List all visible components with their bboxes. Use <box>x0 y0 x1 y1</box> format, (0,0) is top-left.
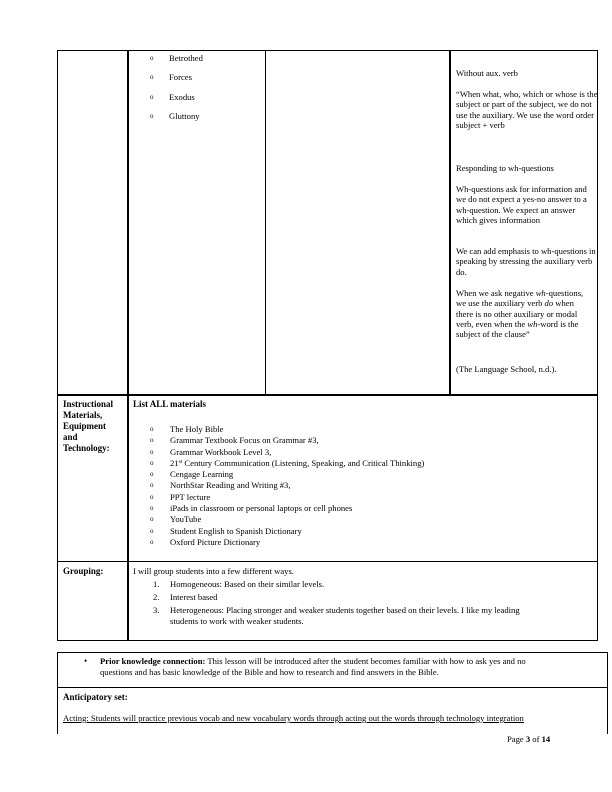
vocab-item: Betrothed <box>169 53 203 63</box>
list-bullet: o <box>150 436 154 445</box>
anticipatory-set-label: Anticipatory set: <box>63 692 128 702</box>
vocab-item: Exodus <box>169 92 195 102</box>
table-border-left <box>57 394 58 641</box>
list-bullet: o <box>150 537 154 546</box>
prior-knowledge-line1: Prior knowledge connection: This lesson will be introduced after the student becomes familiar with how to ask yes and no <box>100 656 526 666</box>
grouping-item: Heterogeneous: Placing stronger and weaker students together based on their levels. I like my leading <box>170 605 520 615</box>
table-row-divider-1 <box>57 394 598 396</box>
note-heading: Responding to wh-questions <box>456 163 554 173</box>
grouping-item: Interest based <box>170 592 218 602</box>
note-heading: Without aux. verb <box>456 68 518 78</box>
list-bullet: o <box>150 526 154 535</box>
grouping-intro: I will group students into a few different ways. <box>133 566 294 576</box>
grouping-item-number: 3. <box>153 605 160 615</box>
table-border-right <box>597 50 598 641</box>
anticipatory-set-text: Acting: Students will practice previous vocab and new vocabulary words through acting out the words through technology integration <box>63 713 524 723</box>
page-number: Page 3 of 14 <box>507 734 551 744</box>
materials-label: Instructional Materials, Equipment and Technology: <box>63 399 114 453</box>
vocab-item: Forces <box>169 72 192 82</box>
list-bullet: o <box>150 54 154 62</box>
list-bullet: o <box>150 447 154 456</box>
grouping-item-continued: students to work with weaker students. <box>170 616 304 626</box>
list-bullet: o <box>150 504 154 513</box>
materials-heading: List ALL materials <box>133 399 207 409</box>
table-border-left <box>57 652 58 734</box>
note-paragraph: Wh-questions ask for information and we do not expect a yes-no answer to a wh-question. We expect an answer which gives information <box>456 184 587 225</box>
note-paragraph: When we ask negative wh-questions, we use the auxiliary verb do when there is no other auxiliary or modal verb, even when the wh-word is the subject of the clause” <box>456 288 584 340</box>
table-border-top <box>57 50 598 51</box>
table-divider-col3 <box>449 50 451 395</box>
note-paragraph: “When what, who, which or whose is the subject or part of the subject, we do not use the auxiliary. We use the word order subject + verb <box>456 89 598 130</box>
list-bullet: o <box>150 458 154 467</box>
list-bullet: o <box>150 481 154 490</box>
list-bullet: o <box>150 112 154 120</box>
grouping-item-number: 1. <box>153 579 160 589</box>
grouping-item: Homogeneous: Based on their similar levels. <box>170 579 325 589</box>
note-paragraph: We can add emphasis to wh-questions in speaking by stressing the auxiliary verb do. <box>456 246 596 277</box>
list-bullet: o <box>150 470 154 479</box>
list-bullet: o <box>150 492 154 501</box>
table-divider-col1 <box>127 50 129 640</box>
bullet-icon: • <box>84 656 88 666</box>
table-border-bottom <box>57 640 598 641</box>
grouping-label: Grouping: <box>63 566 104 576</box>
list-bullet: o <box>150 515 154 524</box>
table-divider-col2 <box>265 50 266 395</box>
grouping-item-number: 2. <box>153 592 160 602</box>
table-border-left <box>57 50 58 395</box>
list-bullet: o <box>150 425 154 433</box>
list-bullet: o <box>150 73 154 81</box>
list-bullet: o <box>150 93 154 101</box>
table-row-divider-2 <box>57 561 598 562</box>
table-row-divider <box>57 687 608 688</box>
vocab-item: Gluttony <box>169 111 200 121</box>
prior-knowledge-line2: questions and has basic knowledge of the Bible and how to research and find answers in the Bible. <box>100 667 439 677</box>
table-border-top <box>57 652 608 653</box>
citation: (The Language School, n.d.). <box>456 364 557 374</box>
